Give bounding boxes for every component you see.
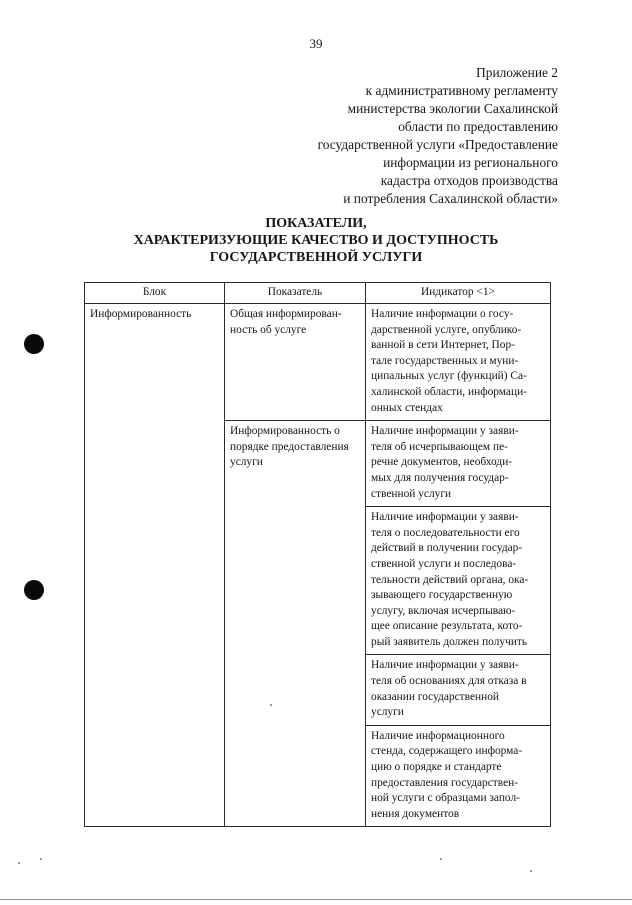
appendix-line: к административному регламенту: [365, 83, 558, 98]
appendix-line: Приложение 2: [476, 65, 558, 80]
document-heading: [60, 215, 572, 266]
table-header-row: [85, 283, 551, 304]
scan-speck: [270, 704, 272, 706]
punch-hole: [24, 580, 44, 600]
measure-cell: Наличие информации у заяви- теля о последовательности его действий в получении государ- ственной услуги и последова- тельности действий органа, ока- зывающего государственную услугу, включая исчерпываю- щее описание результата, кото- рый заявитель должен получить: [366, 507, 551, 655]
block-cell: Информированность: [85, 304, 225, 827]
scan-speck: [40, 858, 42, 860]
appendix-line: информации из регионального: [383, 155, 558, 170]
indicator-cell: [225, 304, 366, 421]
heading-line: ПОКАЗАТЕЛИ,: [265, 216, 367, 231]
appendix-line: государственной услуги «Предоставление: [317, 137, 558, 152]
header-block: Блок: [85, 283, 225, 304]
measure-cell: Наличие информации у заяви- теля об исчерпывающем пе- речне документов, необходи- мых для получения государ- ственной услуги: [366, 421, 551, 507]
measure-cell: Наличие информации у заяви- теля об основаниях для отказа в оказании государственной услуги: [366, 655, 551, 725]
heading-line: ГОСУДАРСТВЕННОЙ УСЛУГИ: [209, 250, 423, 265]
page-number: 39: [309, 36, 323, 51]
heading-line: ХАРАКТЕРИЗУЮЩИЕ КАЧЕСТВО И ДОСТУПНОСТЬ: [133, 233, 499, 248]
indicator-name: Общая информирован- ность об услуге: [230, 308, 342, 336]
header-indicator: Показатель: [225, 283, 366, 304]
scan-speck: [530, 870, 532, 872]
appendix-line: и потребления Сахалинской области»: [343, 191, 558, 206]
indicators-table: [84, 282, 551, 827]
appendix-note: [238, 64, 558, 208]
appendix-line: министерства экологии Сахалинской: [347, 101, 558, 116]
scan-speck: [440, 858, 442, 860]
scan-speck: [18, 862, 20, 864]
measure-cell: Наличие информационного стенда, содержащего информа- цию о порядке и стандарте предоставления государствен- ной услуги с образцами запол- нения документов: [366, 725, 551, 827]
indicator-cell: [225, 421, 366, 827]
header-measure: Индикатор <1>: [366, 283, 551, 304]
measure-cell: Наличие информации о госу- дарственной услуге, опублико- ванной в сети Интернет, Пор- тале государственных и муни- ципальных услуг (функций) Са- халинской области, информаци- онных стендах: [366, 304, 551, 421]
appendix-line: кадастра отходов производства: [380, 173, 558, 188]
appendix-line: области по предоставлению: [398, 119, 558, 134]
punch-hole: [24, 334, 44, 354]
table-row: [85, 304, 551, 421]
scan-edge-line: [0, 899, 632, 900]
indicator-name: Информированность о порядке предоставления услуги: [230, 425, 349, 469]
